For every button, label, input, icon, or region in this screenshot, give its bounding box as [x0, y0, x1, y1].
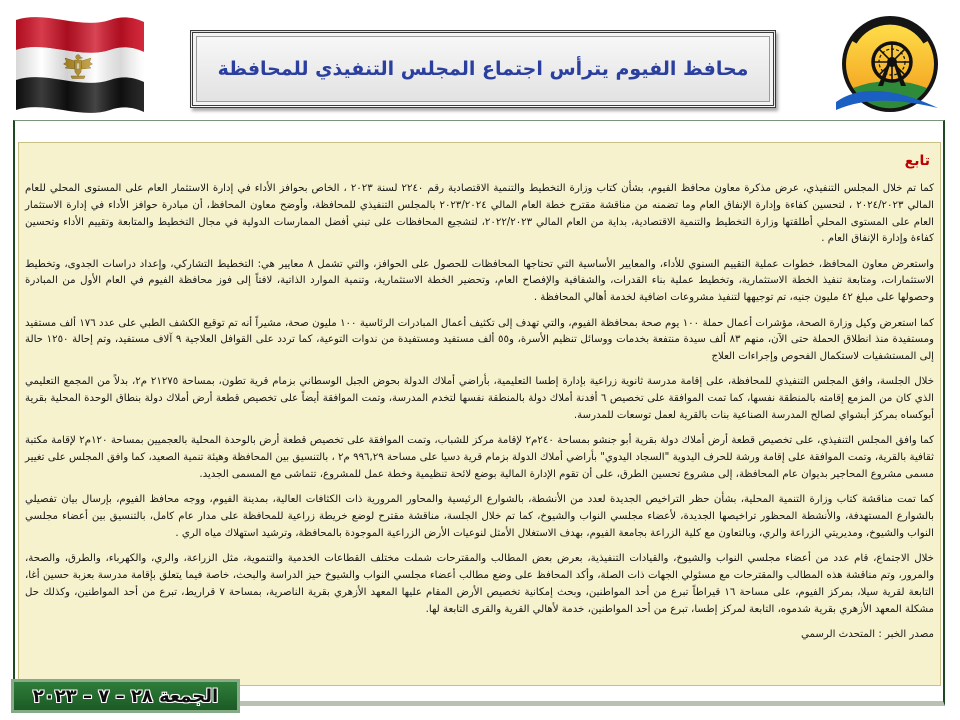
continued-label: تابع	[904, 153, 930, 169]
title-box	[190, 30, 776, 108]
page-title: محافظ الفيوم يترأس اجتماع المجلس التنفيذي للمحافظة	[217, 58, 749, 80]
article-paragraph: كما وافق المجلس التنفيذي، على تخصيص قطعة أرض أملاك دولة بقرية أبو جنشو بمساحة ٢٤٠م٢ لإقامة مركز للشباب، وتمت الموافقة على تخصيص قطعة أرض بالوحدة المحلية بالعجميين بمساحة ١٢٠م٢ لإقامة مكتبة ثقافية بالقرية، وتمت الموافقة على إقامة ورشة للحرف اليدوية "السجاد اليدوي" بأراضي أملاك الدولة بزمام قرية دسيا على مساحة ٩٩٦,٢٩ م٢ ، بالتنسيق بين المحافظة وهيئة تنمية الصعيد، كما وافق المجلس على تغيير مسمى مشروع المحاجير بديوان عام المحافظة، إلى مشروع تحسين الطرق، على أن تقوم الإدارة المالية بوضع لائحة تنظيمية وخطة عمل للمشروع، تتماشى مع المسمى الجديد.	[25, 435, 934, 480]
date-box	[11, 679, 240, 713]
waterwheel-icon	[873, 43, 911, 81]
article-paragraph: كما تمت مناقشة كتاب وزارة التنمية المحلية، بشأن حظر التراخيص الجديدة لعدد من الأنشطة، بالشوارع الرئيسية والمحاور المرورية ذات الكثافات العالية، بمدينة الفيوم، ووجه محافظ الفيوم، بإرسال بيان تفصيلي بالشوارع المستهدفة، والأنشطة المحظور تراخيصها الجديدة، لأعضاء مجلسي النواب والشيوخ، كما تم خلال الجلسة، مناقشة مقترح لوضع خريطة زراعية للمحافظة على مدار عام كامل، بالتنسيق بين أعضاء مجلسي النواب والشيوخ، ومديريتي الزراعة والري، وبالتعاون مع كلية الزراعة بجامعة الفيوم، بهدف الاستغلال الأمثل لنوعيات الأرض الزراعية الموجودة بالمحافظة، وترشيد استهلاك مياه الري .	[25, 494, 934, 539]
publication-date: الجمعة ٢٨ – ٧ – ٢٠٢٣	[32, 685, 219, 707]
fayoum-governorate-logo-icon	[834, 12, 946, 119]
article-paragraph: خلال الجلسة، وافق المجلس التنفيذي للمحافظة، على إقامة مدرسة ثانوية زراعية بإدارة إطسا التعليمية، بأراضي أملاك الدولة بحوض الجبل الوسطاني بزمام قرية تطون، بمساحة ٢١٢٧٥ م٢، بدلاً من المجمع التعليمي الذي كان من المزمع إقامته بالمنطقة نفسها، كما تمت الموافقة على تخصيص ٦ أفدنة أملاك دولة بالمنطقة نفسها لتخدم المدرسة، وتمت الموافقة أيضاً على تخصيص قطعة أرض أملاك دولة بنطاق الوحدة المحلية بقرية أبوكساه بمركز أبشواي لصالح المدرسة الصناعية بنات بالقرية لعمل توسعات للمدرسة.	[25, 376, 935, 422]
article-paragraph: خلال الاجتماع، قام عدد من أعضاء مجلسي النواب والشيوخ، والقيادات التنفيذية، بعرض بعض المطالب والمقترحات شملت مختلف القطاعات الخدمية والتنموية، مثل الزراعة، والري، والكهرباء، والطرق، والصحة، والمرور، وتم مناقشة هذه المطالب والمقترحات مع مسئولي الجهات ذات الصلة، وأكد المحافظ على وضع مطالب أعضاء مجلسي النواب والشيوخ حيز الدراسة والبحث، خاصة فيما يتعلق بإقامة مدرسة بعزبة حسين أغا، التابعة لقرية سيلا، بمركز الفيوم، على مساحة ١٦ قيراطاً تبرع من أحد المواطنين، وبحث إمكانية تخصيص الأرض المقام عليها المعهد الأزهري بقرية الناصرية، بمساحة ٧ قراريط، تبرع من أحد المواطنين، وكذلك حل مشكلة المعهد الأزهري بقرية شدموه، التابعة لمركز إطسا، تبرع من أحد المواطنين، خدمة لأهالي القرية والقرى التابعة لها.	[25, 553, 934, 615]
article-paragraph: كما استعرض وكيل وزارة الصحة، مؤشرات أعمال حملة ١٠٠ يوم صحة بمحافظة الفيوم، والتي تهدف إلى تكثيف أعمال المبادرات الرئاسية ١٠٠ مليون صحة، مشيراً أنه تم توقيع الكشف الطبي على عدد ١٧٦ ألف مستفيد ومستفيدة منذ انطلاق الحملة حتى الآن، منهم ٨٣ ألف سيدة منتفعة بخدمات ووسائل تنظيم الأسرة، و٥٥ ألف مستفيد ومستفيدة من ندوات التوعية، كما تردد على القوافل العلاجية ٩ آلاف مستفيد، وتم إحالة ١٢٥٠ حالة إلى المستشفيات لاستكمال الفحوص وإجراءات العلاج	[25, 317, 934, 363]
article-paragraph: واستعرض معاون المحافظ، خطوات عملية التقييم السنوي للأداء، والمعايير الأساسية التي تحتاجها المحافظات للحصول على الحوافز، والتي تشمل ٨ معايير هي: التخطيط التشاركي، وإعداد دراسات الجدوى، وتخطيط الاستثمارات، ومتابعة تنفيذ الخطة الاستثمارية، وتخطيط عملية بناء القدرات، والشفافية والإفصاح العام، وتحضير الخطة الاستثمارية، وتنمية الموارد الذاتية، لافتاً إلى فوز محافظة الفيوم في العام الأول من المبادرة وحصولها على مبلغ ٤٢ مليون جنيه، تم توجيهها لتنفيذ مشروعات اضافية لخدمة أهالي المحافظة .	[25, 258, 935, 304]
article-content	[18, 142, 941, 686]
flag-fold-shading	[16, 17, 144, 113]
egypt-flag-icon	[10, 6, 148, 118]
article-paragraph: كما تم خلال المجلس التنفيذي، عرض مذكرة معاون محافظ الفيوم، بشأن كتاب وزارة التخطيط والتنمية الاقتصادية رقم ٢٢٤٠ لسنة ٢٠٢٣ ، الخاص بحوافز الأداء في إدارة الاستثمار العام على المستوى المحلي للعام المالي ٢٠٢٤/٢٠٢٣ ، لتحسين كفاءة وإدارة الإنفاق العام وما تضمنه من مناقشة مقترح خطة العام المالي ٢٠٢٣/٢٠٢٤ بالمجلس التنفيذي للمحافظة، وأوضح معاون المحافظ، أن مبادرة حوافز الأداء في إدارة الاستثمار العام على المستوى المحلي أطلقتها وزارة التخطيط والتنمية الاقتصادية، بداية من العام المالي ٢٠٢٢/٢٠٢٣، لتشجيع المحافظات على تبني أفضل الممارسات الدولية في مجال التخطيط والمتابعة وتقييم الأداء وتحسين كفاءة وإدارة الإنفاق العام .	[25, 183, 935, 245]
news-source: مصدر الخبر : المتحدث الرسمي	[800, 628, 934, 640]
